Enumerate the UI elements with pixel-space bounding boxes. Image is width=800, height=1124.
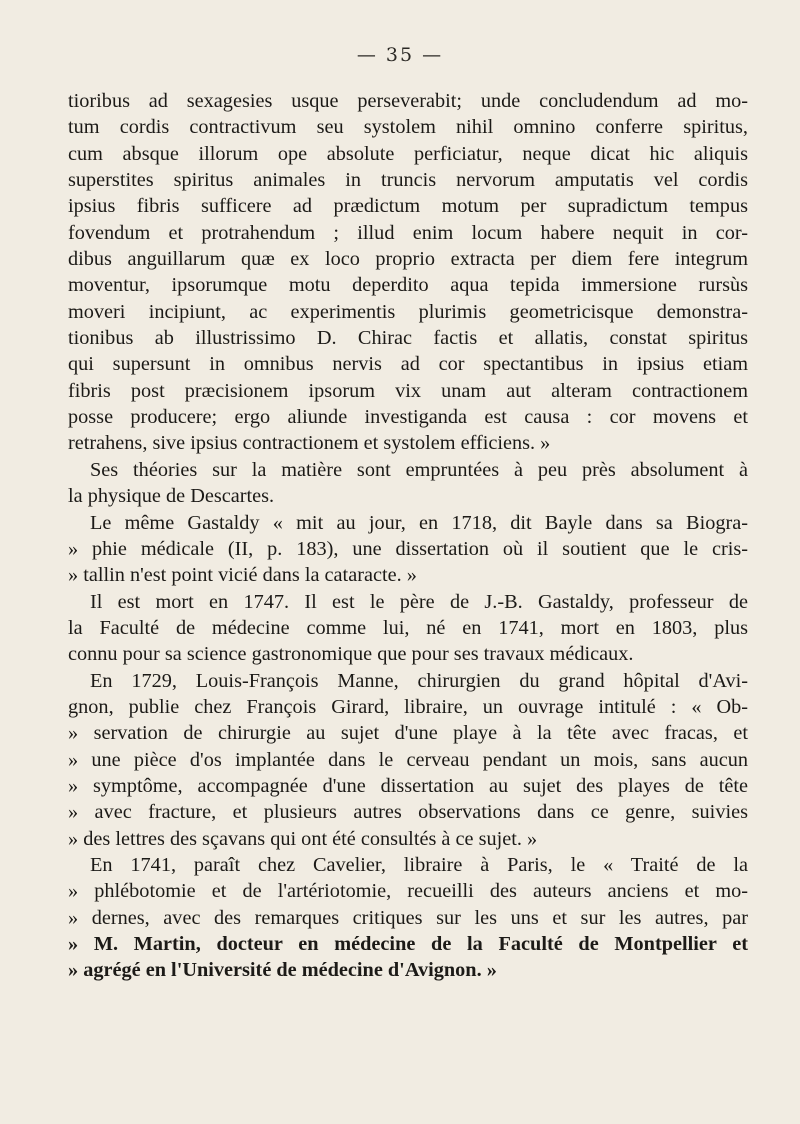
text-line: En 1741, paraît chez Cavelier, libraire à Paris, le « Traité de la bbox=[90, 853, 748, 876]
text-line: posse producere; ergo aliunde investiganda est causa : cor movens et bbox=[68, 406, 748, 429]
text-line: tum cordis contractivum seu systolem nihil omnino conferre spiritus, bbox=[68, 116, 748, 139]
text-line: superstites spiritus animales in truncis nervorum amputatis vel cordis bbox=[68, 169, 748, 192]
text-line: » des lettres des sçavans qui ont été consultés à ce sujet. » bbox=[68, 827, 538, 850]
text-line: » phlébotomie et de l'artériotomie, recueilli des auteurs anciens et mo- bbox=[68, 880, 748, 903]
text-line: moveri incipiunt, ac experimentis plurimis geometricisque demonstra- bbox=[68, 300, 748, 323]
text-line: ipsius fibris sufficere ad prædictum motum per supradictum tempus bbox=[68, 195, 748, 218]
text-line: retrahens, sive ipsius contractionem et systolem efficiens. » bbox=[68, 432, 551, 455]
text-line: fovendum et protrahendum ; illud enim locum habere nequit in cor- bbox=[68, 221, 748, 244]
text-line: Il est mort en 1747. Il est le père de J.-B. Gastaldy, professeur de bbox=[90, 590, 748, 613]
text-line: qui supersunt in omnibus nervis ad cor spectantibus in ipsius etiam bbox=[68, 353, 748, 376]
text-line: » avec fracture, et plusieurs autres observations dans ce genre, suivies bbox=[68, 801, 748, 824]
text-line: la Faculté de médecine comme lui, né en 1741, mort en 1803, plus bbox=[68, 616, 748, 639]
text-line: » dernes, avec des remarques critiques sur les uns et sur les autres, par bbox=[68, 906, 748, 929]
text-line: » servation de chirurgie au sujet d'une playe à la tête avec fracas, et bbox=[68, 722, 748, 745]
text-line: Le même Gastaldy « mit au jour, en 1718, dit Bayle dans sa Biogra- bbox=[90, 511, 748, 534]
text-line: la physique de Descartes. bbox=[68, 485, 275, 508]
text-line: » symptôme, accompagnée d'une dissertation au sujet des playes de tête bbox=[68, 774, 748, 797]
text-line: connu pour sa science gastronomique que pour ses travaux médicaux. bbox=[68, 643, 634, 666]
page-number: — 35 — bbox=[356, 44, 444, 66]
body-text bbox=[68, 88, 748, 984]
text-line: gnon, publie chez François Girard, libraire, un ouvrage intitulé : « Ob- bbox=[68, 695, 748, 718]
text-line: » phie médicale (II, p. 183), une dissertation où il soutient que le cris- bbox=[68, 537, 748, 560]
text-line: dibus anguillarum quæ ex loco proprio extracta per diem fere integrum bbox=[68, 248, 748, 271]
text-line: tionibus ab illustrissimo D. Chirac factis et allatis, constat spiritus bbox=[68, 327, 748, 350]
text-line: moventur, ipsorumque motu deperdito aqua tepida immersione rursùs bbox=[68, 274, 748, 297]
text-line: » agrégé en l'Université de médecine d'Avignon. » bbox=[68, 959, 497, 982]
text-line: Ses théories sur la matière sont empruntées à peu près absolument à bbox=[90, 458, 748, 481]
text-line: » une pièce d'os implantée dans le cerveau pendant un mois, sans aucun bbox=[68, 748, 748, 771]
text-line: tioribus ad sexagesies usque perseverabit; unde concludendum ad mo- bbox=[68, 90, 748, 112]
text-line: En 1729, Louis-François Manne, chirurgien du grand hôpital d'Avi- bbox=[90, 669, 748, 692]
text-line: fibris post præcisionem ipsorum vix unam aut alteram contractionem bbox=[68, 379, 748, 402]
text-line: cum absque illorum ope absolute perficiatur, neque dicat hic aliquis bbox=[68, 142, 748, 165]
text-line: » M. Martin, docteur en médecine de la Faculté de Montpellier et bbox=[68, 933, 748, 955]
text-line: » tallin n'est point vicié dans la cataracte. » bbox=[68, 564, 417, 587]
